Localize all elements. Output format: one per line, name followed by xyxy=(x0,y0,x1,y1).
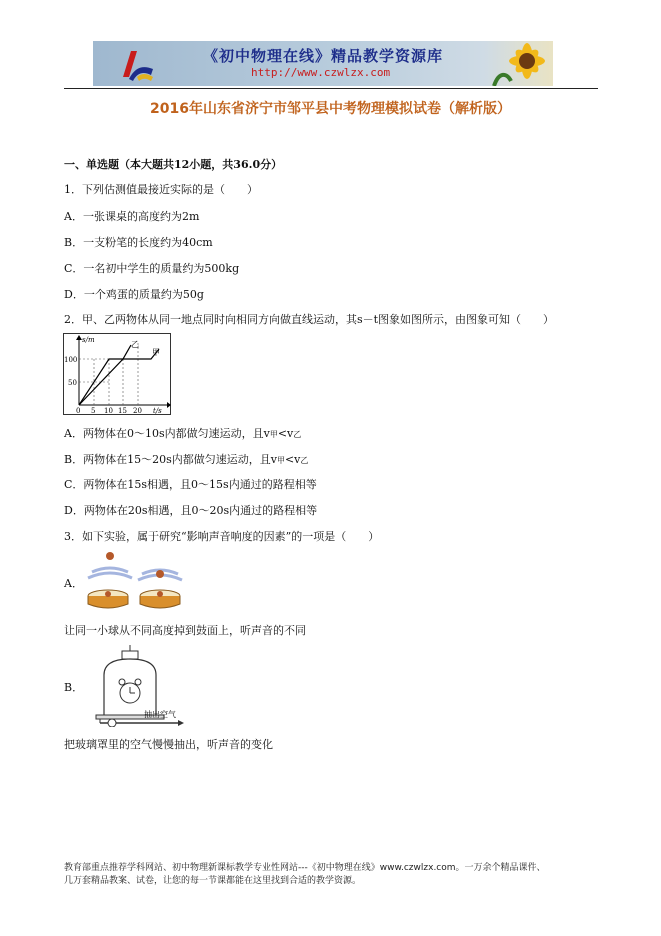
banner-url: http://www.czwlzx.com xyxy=(251,66,391,79)
question-3-option-a-caption: 让同一小球从不同高度掉到鼓面上，听声音的不同 xyxy=(64,624,306,637)
drum-right xyxy=(140,590,180,608)
y-tick-100: 100 xyxy=(64,356,78,364)
series-jia-label: 甲 xyxy=(152,348,160,357)
footer-line-2: 几万套精品教案、试卷，让您的每一节课都能在这里找到合适的教学资源。 xyxy=(64,876,362,886)
sunflower-icon xyxy=(489,41,549,86)
header-divider xyxy=(64,88,598,89)
question-2-option-d: D．两物体在20s相遇，且0～20s内通过的路程相等 xyxy=(64,504,318,517)
x-tick-20: 20 xyxy=(133,407,142,415)
question-1-option-d: D．一个鸡蛋的质量约为50g xyxy=(64,288,204,301)
question-1-option-a: A．一张课桌的高度约为2m xyxy=(64,210,200,223)
question-2-stem: 2．甲、乙两物体从同一地点同时向相同方向做直线运动，其s－t图象如图所示，由图象可知（ ） xyxy=(64,313,555,326)
x-axis-label: t/s xyxy=(153,407,162,415)
x-tick-15: 15 xyxy=(118,407,127,415)
question-2-option-a: A．两物体在0～10s内都做匀速运动，且v甲<v乙 xyxy=(64,427,302,440)
question-3-option-b-caption: 把玻璃罩里的空气慢慢抽出，听声音的变化 xyxy=(64,738,273,751)
x-tick-10: 10 xyxy=(104,407,113,415)
question-3-stem: 3．如下实验，属于研究“影响声音响度的因素”的一项是（ ） xyxy=(64,530,380,543)
st-graph xyxy=(63,333,171,415)
x-tick-0: 0 xyxy=(76,407,81,415)
y-axis-label: s/m xyxy=(82,336,95,344)
question-2-option-c: C．两物体在15s相遇，且0～15s内通过的路程相等 xyxy=(64,478,317,491)
question-1-stem: 1．下列估测值最接近实际的是（ ） xyxy=(64,183,258,196)
page-footer xyxy=(64,862,604,888)
drum-ball-figure xyxy=(82,548,186,614)
pump-label: 抽出空气 xyxy=(144,710,176,719)
section-heading: 一、单选题（本大题共12小题，共36.0分） xyxy=(64,158,283,171)
question-1-option-b: B．一支粉笔的长度约为40cm xyxy=(64,236,213,249)
bell-jar-figure xyxy=(82,645,188,727)
question-3-option-a-label: A． xyxy=(64,577,83,590)
question-2-option-b: B．两物体在15～20s内都做匀速运动，且v甲<v乙 xyxy=(64,453,309,466)
footer-line-1: 教育部重点推荐学科网站、初中物理新课标教学专业性网站---《初中物理在线》www.czwlzx.com。一万余个精品课件、 xyxy=(64,863,546,873)
question-3-option-b-label: B． xyxy=(64,681,84,694)
airflow-arrow xyxy=(178,720,184,726)
ball-high xyxy=(106,552,114,560)
question-1-option-c: C．一名初中学生的质量约为500kg xyxy=(64,262,240,275)
site-logo-icon xyxy=(117,47,157,83)
page-title: 2016年山东省济宁市邹平县中考物理模拟试卷（解析版） xyxy=(150,101,511,117)
x-tick-5: 5 xyxy=(91,407,96,415)
banner-slogan: 《初中物理在线》精品教学资源库 xyxy=(203,47,444,65)
drum-left xyxy=(88,590,128,608)
series-yi-label: 乙 xyxy=(131,340,139,349)
y-tick-50: 50 xyxy=(68,379,77,387)
ball-low xyxy=(156,570,164,578)
header-banner xyxy=(93,41,553,86)
